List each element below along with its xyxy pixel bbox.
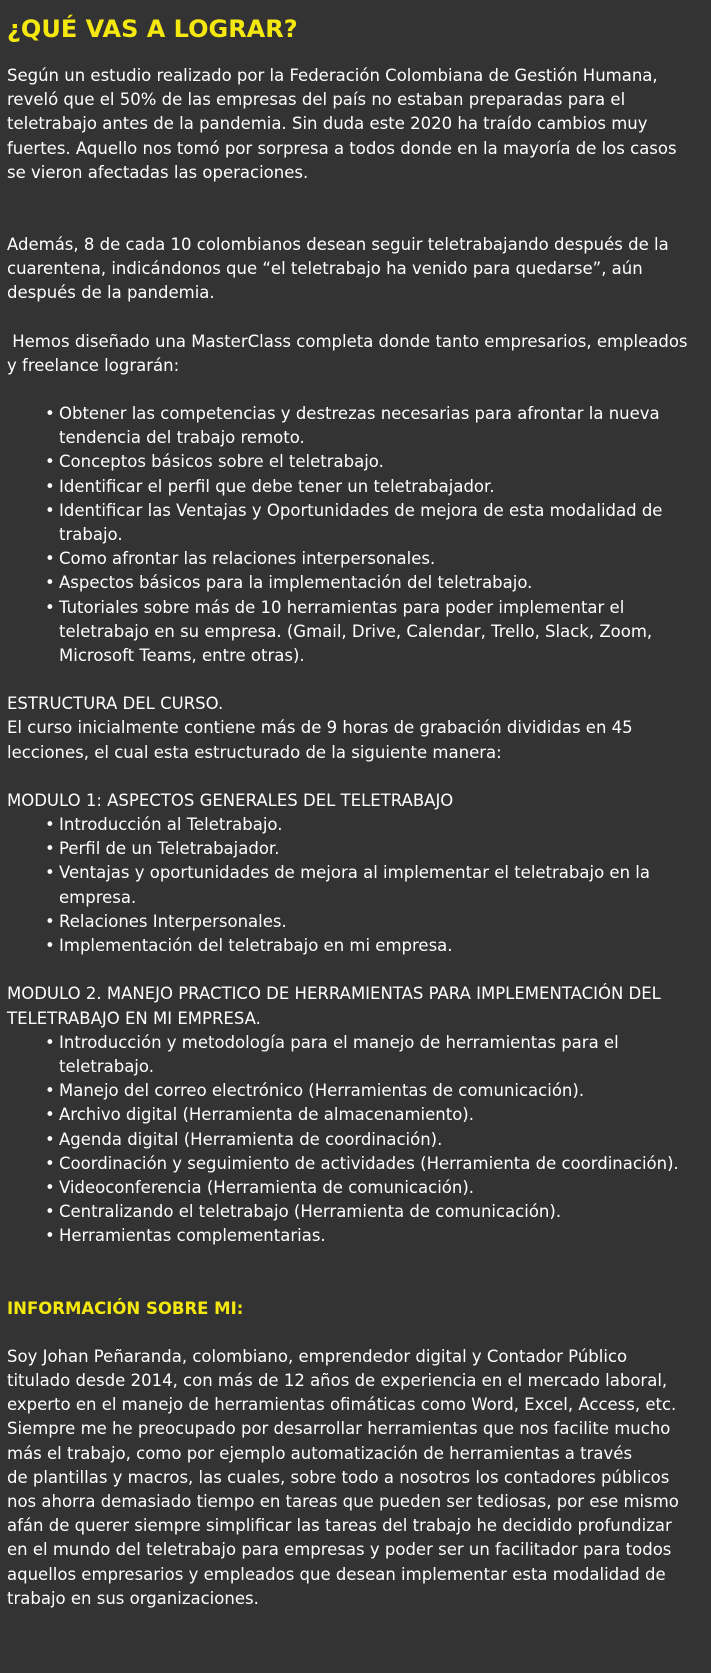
module-2-item [7, 1200, 711, 1224]
intro-paragraph-2-line: después de la pandemia. [7, 283, 215, 303]
goal-item [7, 475, 711, 499]
module-2-heading-line: MODULO 2. MANEJO PRACTICO DE HERRAMIENTAS PARA IMPLEMENTACIÓN DEL [7, 984, 661, 1004]
intro-paragraph-3 [7, 330, 711, 378]
about-paragraph [7, 1345, 711, 1611]
about-heading: INFORMACIÓN SOBRE MI: [7, 1298, 244, 1318]
intro-paragraph-2-line: cuarentena, indicándonos que “el teletrabajo ha venido para quedarse”, aún [7, 259, 643, 279]
bullet-icon: • [45, 1202, 55, 1222]
module-2-item [7, 1103, 711, 1127]
module-1-item-text: Implementación del teletrabajo en mi empresa. [59, 936, 453, 956]
intro-paragraph-2-line: Además, 8 de cada 10 colombianos desean seguir teletrabajando después de la [7, 235, 669, 255]
module-1-item-text: Ventajas y oportunidades de mejora al implementar el teletrabajo en la [59, 863, 650, 883]
about-line: trabajo en sus organizaciones. [7, 1588, 259, 1608]
about-line: en el mundo del teletrabajo para empresas y poder ser un facilitador para todos [7, 1540, 672, 1560]
module-2-item-text: Agenda digital (Herramienta de coordinación). [59, 1129, 443, 1149]
bullet-icon: • [45, 1032, 55, 1052]
bullet-icon: • [45, 815, 55, 835]
bullet-icon: • [45, 404, 55, 424]
module-2-item [7, 1152, 711, 1176]
bullet-icon: • [45, 1153, 55, 1173]
goal-item [7, 402, 711, 450]
goal-item-text: Tutoriales sobre más de 10 herramientas para poder implementar el [59, 597, 625, 617]
module-1-item [7, 837, 711, 861]
goal-item-text: Identificar el perfil que debe tener un teletrabajador. [59, 476, 495, 496]
bullet-icon: • [45, 863, 55, 883]
module-2-item-text: Manejo del correo electrónico (Herramientas de comunicación). [59, 1081, 585, 1101]
goal-item [7, 499, 711, 547]
module-1-item [7, 813, 711, 837]
goal-item-text: Como afrontar las relaciones interpersonales. [59, 549, 436, 569]
module-2-item-text: Videoconferencia (Herramienta de comunicación). [59, 1177, 475, 1197]
intro-paragraph-1-line: fuertes. Aquello nos tomó por sorpresa a todos donde en la mayoría de los casos [7, 138, 677, 158]
bullet-icon: • [45, 452, 55, 472]
goal-item-text: Obtener las competencias y destrezas necesarias para afrontar la nueva [59, 404, 660, 424]
module-2-list [7, 1031, 711, 1249]
bullet-icon: • [45, 1226, 55, 1246]
about-line: afán de querer siempre simplificar las tareas del trabajo he decidido profundizar [7, 1516, 672, 1536]
about-line: aquellos empresarios y empleados que desean implementar esta modalidad de [7, 1564, 666, 1584]
about-line: nos ahorra demasiado tiempo en tareas que pueden ser tediosas, por ese mismo [7, 1491, 679, 1511]
goal-item [7, 596, 711, 669]
module-2-item-text: Coordinación y seguimiento de actividades (Herramienta de coordinación). [59, 1153, 679, 1173]
structure-heading: ESTRUCTURA DEL CURSO. [7, 694, 224, 714]
bullet-icon: • [45, 1129, 55, 1149]
module-1-heading: MODULO 1: ASPECTOS GENERALES DEL TELETRABAJO [7, 790, 454, 810]
module-1-item [7, 861, 711, 909]
intro-paragraph-3-line: y freelance lograrán: [7, 355, 180, 375]
module-2-heading-line: TELETRABAJO EN MI EMPRESA. [7, 1008, 261, 1028]
goal-item-text: trabajo. [59, 525, 123, 545]
module-2-item [7, 1128, 711, 1152]
intro-paragraph-2 [7, 233, 711, 306]
module-2-heading [7, 982, 711, 1030]
module-2-item-text: Centralizando el teletrabajo (Herramienta de comunicación). [59, 1202, 562, 1222]
intro-paragraph-1-line: se vieron afectadas las operaciones. [7, 162, 309, 182]
intro-paragraph-3-line: Hemos diseñado una MasterClass completa donde tanto empresarios, empleados [7, 331, 688, 351]
intro-paragraph-1-line: teletrabajo antes de la pandemia. Sin duda este 2020 ha traído cambios muy [7, 114, 648, 134]
module-1-item-text: Relaciones Interpersonales. [59, 911, 287, 931]
intro-paragraph-1-line: reveló que el 50% de las empresas del país no estaban preparadas para el [7, 90, 626, 110]
goal-item [7, 571, 711, 595]
module-2-item [7, 1176, 711, 1200]
module-1-item [7, 910, 711, 934]
module-2-item-text: Archivo digital (Herramienta de almacenamiento). [59, 1105, 474, 1125]
goal-item-text: Conceptos básicos sobre el teletrabajo. [59, 452, 384, 472]
page-title: ¿QUÉ VAS A LOGRAR? [7, 15, 298, 43]
intro-paragraph-1 [7, 64, 711, 185]
module-2-item-text: Herramientas complementarias. [59, 1226, 326, 1246]
module-1-list [7, 813, 711, 958]
about-line: Soy Johan Peñaranda, colombiano, emprendedor digital y Contador Público [7, 1346, 628, 1366]
module-1-item-text: empresa. [59, 887, 137, 907]
structure-line: El curso inicialmente contiene más de 9 horas de grabación divididas en 45 [7, 718, 633, 738]
goal-item-text: teletrabajo en su empresa. (Gmail, Drive, Calendar, Trello, Slack, Zoom, [59, 621, 653, 641]
module-2-item-text: Introducción y metodología para el manejo de herramientas para el [59, 1032, 619, 1052]
about-line: Siempre me he preocupado por desarrollar herramientas que nos facilite mucho [7, 1419, 671, 1439]
about-line: más el trabajo, como por ejemplo automatización de herramientas a través [7, 1443, 633, 1463]
goal-item-text: Aspectos básicos para la implementación del teletrabajo. [59, 573, 533, 593]
bullet-icon: • [45, 597, 55, 617]
intro-paragraph-1-line: Según un estudio realizado por la Federación Colombiana de Gestión Humana, [7, 66, 658, 85]
about-line: de plantillas y macros, las cuales, sobre todo a nosotros los contadores públicos [7, 1467, 670, 1487]
module-1-item [7, 934, 711, 958]
module-2-item [7, 1224, 711, 1248]
bullet-icon: • [45, 1081, 55, 1101]
module-2-item [7, 1079, 711, 1103]
goal-item-text: Identificar las Ventajas y Oportunidades de mejora de esta modalidad de [59, 500, 663, 520]
bullet-icon: • [45, 839, 55, 859]
module-1-item-text: Introducción al Teletrabajo. [59, 815, 283, 835]
bullet-icon: • [45, 476, 55, 496]
about-line: experto en el manejo de herramientas ofimáticas como Word, Excel, Access, etc. [7, 1395, 677, 1415]
bullet-icon: • [45, 1177, 55, 1197]
goal-item-text: Microsoft Teams, entre otras). [59, 646, 305, 666]
bullet-icon: • [45, 573, 55, 593]
bullet-icon: • [45, 936, 55, 956]
module-2-item [7, 1031, 711, 1079]
bullet-icon: • [45, 500, 55, 520]
bullet-icon: • [45, 911, 55, 931]
module-1-item-text: Perfil de un Teletrabajador. [59, 839, 280, 859]
module-2-item-text: teletrabajo. [59, 1056, 154, 1076]
goal-item-text: tendencia del trabajo remoto. [59, 428, 305, 448]
goal-item [7, 547, 711, 571]
bullet-icon: • [45, 549, 55, 569]
goal-item [7, 450, 711, 474]
goals-list [7, 402, 711, 668]
structure-line: lecciones, el cual esta estructurado de la siguiente manera: [7, 742, 502, 762]
about-line: titulado desde 2014, con más de 12 años de experiencia en el mercado laboral, [7, 1370, 668, 1390]
bullet-icon: • [45, 1105, 55, 1125]
structure-description [7, 716, 711, 764]
